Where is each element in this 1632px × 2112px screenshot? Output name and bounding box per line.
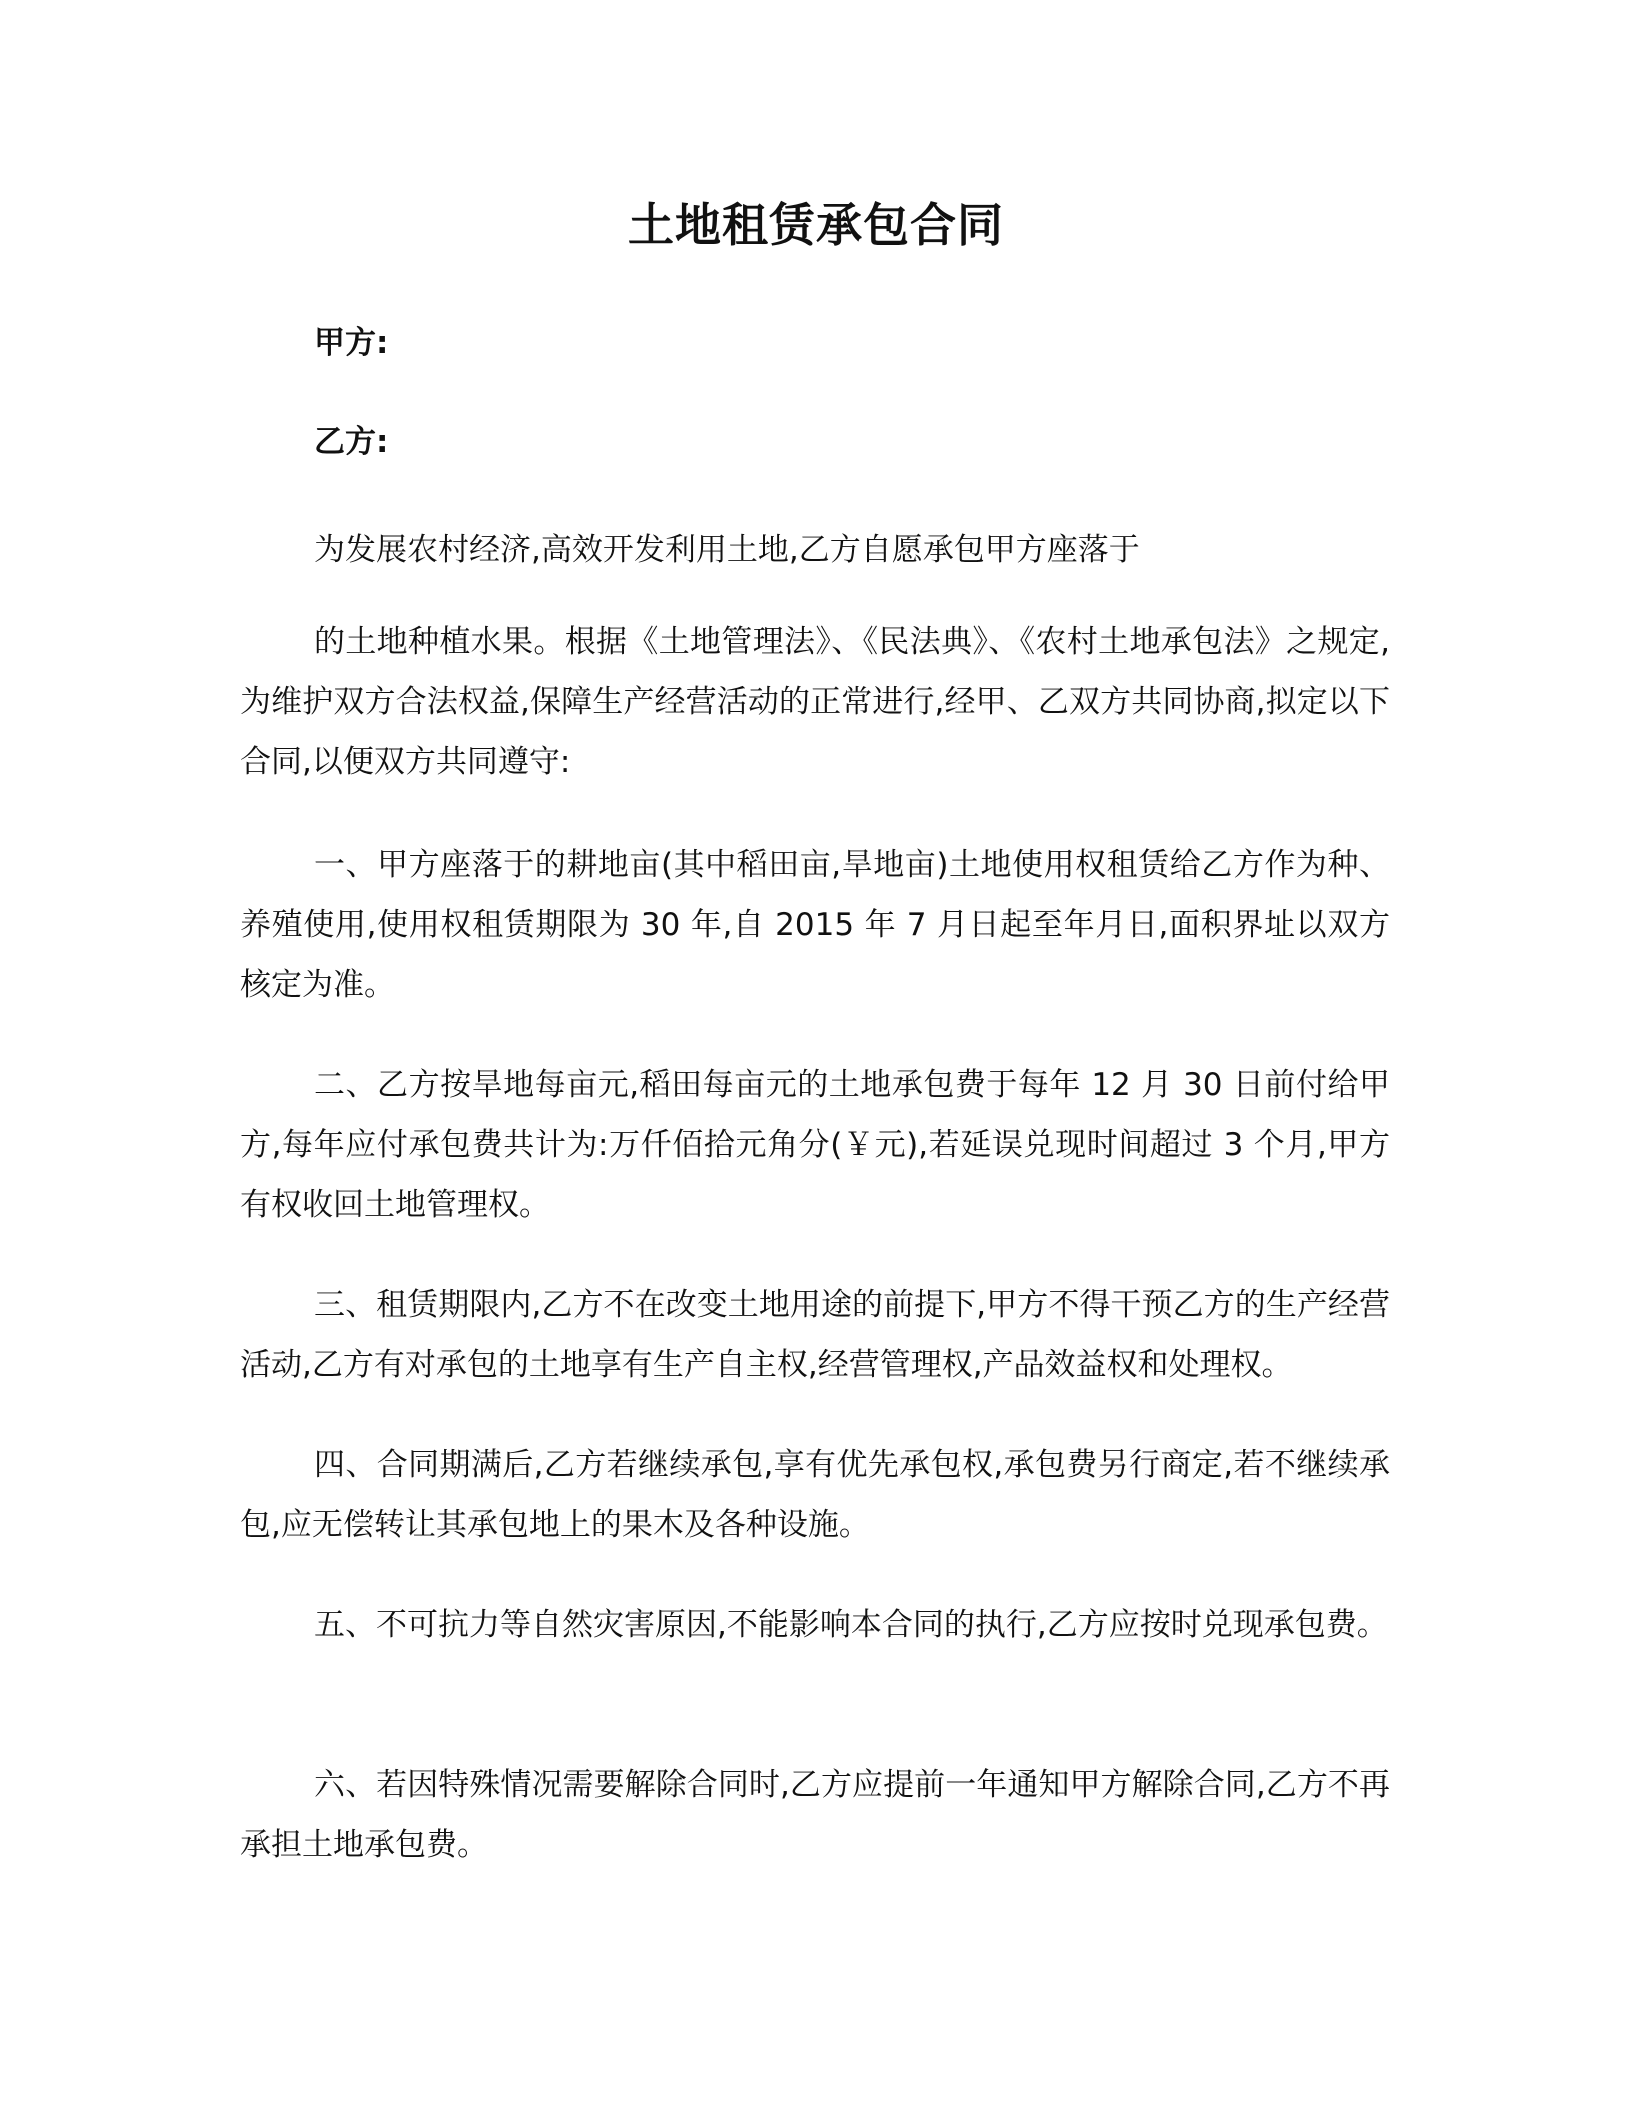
clause-3: 三、租赁期限内,乙方不在改变土地用途的前提下,甲方不得干预乙方的生产经营活动,乙方有对承包的土地享有生产自主权,经营管理权,产品效益权和处理权。 bbox=[240, 1287, 1390, 1383]
clause-6: 六、若因特殊情况需要解除合同时,乙方应提前一年通知甲方解除合同,乙方不再承担土地承包费。 bbox=[240, 1767, 1390, 1863]
legal-basis-paragraph: 的土地种植水果。根据《土地管理法》、《民法典》、《农村土地承包法》之规定,为维护双方合法权益,保障生产经营活动的正常进行,经甲、乙双方共同协商,拟定以下合同,以便双方共同遵守: bbox=[240, 624, 1390, 780]
clause-1: 一、甲方座落于的耕地亩(其中稻田亩,旱地亩)土地使用权租赁给乙方作为种、养殖使用,使用权租赁期限为 30 年,自 2015 年 7 月日起至年月日,面积界址以双方核定为准。 bbox=[240, 847, 1390, 1003]
clause-5: 五、不可抗力等自然灾害原因,不能影响本合同的执行,乙方应按时兑现承包费。 bbox=[314, 1607, 1388, 1643]
document-title: 土地租赁承包合同 bbox=[628, 198, 1004, 252]
clause-2: 二、乙方按旱地每亩元,稻田每亩元的土地承包费于每年 12 月 30 日前付给甲方,每年应付承包费共计为:万仟佰拾元角分(￥元),若延误兑现时间超过 3 个月,甲方有权收回土地管理权。 bbox=[240, 1067, 1390, 1223]
intro-paragraph: 为发展农村经济,高效开发利用土地,乙方自愿承包甲方座落于 bbox=[314, 532, 1140, 568]
clause-4: 四、合同期满后,乙方若继续承包,享有优先承包权,承包费另行商定,若不继续承包,应无偿转让其承包地上的果木及各种设施。 bbox=[240, 1447, 1390, 1543]
party-b-label: 乙方: bbox=[314, 424, 389, 460]
party-a-label: 甲方: bbox=[314, 325, 389, 361]
